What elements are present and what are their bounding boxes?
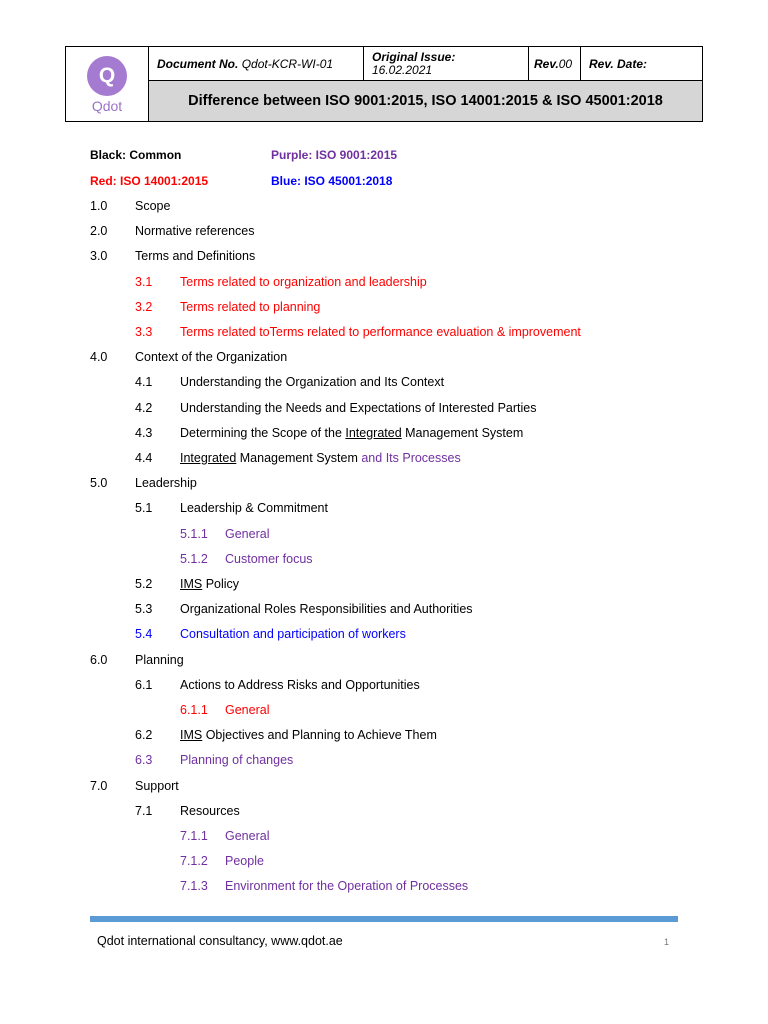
section-title <box>180 577 239 591</box>
section-title: Understanding the Organization and Its Context <box>180 375 445 390</box>
rev-label: Rev. <box>534 56 559 71</box>
logo-name: Qdot <box>91 98 123 114</box>
section-title <box>180 451 461 465</box>
legend-black: Black: Common <box>90 148 182 162</box>
outline-item <box>180 527 700 543</box>
section-number: 7.0 <box>90 778 108 793</box>
logo-cell <box>66 47 149 122</box>
section-title-part: IMS <box>180 577 203 591</box>
section-title: Understanding the Needs and Expectations of Interested Parties <box>180 400 537 415</box>
outline-item <box>135 753 700 769</box>
outline-item <box>90 653 700 669</box>
section-number: 5.3 <box>135 602 153 617</box>
outline-item <box>90 199 700 215</box>
outline-item <box>135 275 700 291</box>
outline-item <box>135 375 700 391</box>
doc-no-value: Qdot-KCR-WI-01 <box>241 56 334 71</box>
outline-item <box>135 577 700 593</box>
rev-date-label: Rev. Date: <box>589 56 648 71</box>
outline-item <box>135 678 700 694</box>
section-title: Consultation and participation of workers <box>180 627 406 642</box>
outline-item <box>180 703 700 719</box>
outline-item <box>135 627 700 643</box>
footer-text: Qdot international consultancy, www.qdot.ae <box>97 934 343 948</box>
section-title-part: Integrated <box>345 425 402 440</box>
section-title: Planning <box>135 652 184 667</box>
outline-item <box>135 426 700 442</box>
legend-blue: Blue: ISO 45001:2018 <box>271 174 393 188</box>
page-number: 1 <box>664 937 670 947</box>
legend-purple: Purple: ISO 9001:2015 <box>271 148 398 162</box>
qdot-logo-icon: Q <box>87 56 127 96</box>
section-number: 3.2 <box>135 299 153 314</box>
original-issue <box>364 47 529 81</box>
section-number: 6.1 <box>135 677 153 692</box>
section-number: 5.1.2 <box>180 551 208 566</box>
outline-item <box>135 804 700 820</box>
document-number <box>149 47 364 81</box>
revision-date <box>581 47 703 81</box>
rev-value: 00 <box>558 56 573 71</box>
section-title: Actions to Address Risks and Opportunities <box>180 677 420 692</box>
footer-divider <box>90 916 678 922</box>
section-title: General <box>225 829 270 843</box>
section-number: 1.0 <box>90 199 108 213</box>
outline-item <box>135 728 700 744</box>
section-title: Leadership & Commitment <box>180 501 328 516</box>
orig-issue-value: 16.02.2021 <box>372 62 433 77</box>
section-number: 7.1.1 <box>180 829 208 843</box>
section-number: 4.2 <box>135 400 153 415</box>
outline-item <box>90 224 700 240</box>
section-title: Resources <box>180 803 240 818</box>
outline-item <box>135 401 700 417</box>
section-number: 5.2 <box>135 577 153 591</box>
document-title: Difference between ISO 9001:2015, ISO 14001:2015 & ISO 45001:2018 <box>149 81 703 122</box>
section-number: 6.1.1 <box>180 703 208 717</box>
section-number: 6.2 <box>135 728 153 743</box>
outline-item <box>135 602 700 618</box>
outline-item <box>180 854 700 870</box>
section-title: Terms and Definitions <box>135 249 256 264</box>
outline-item <box>135 451 700 467</box>
section-number: 5.1 <box>135 501 153 516</box>
revision <box>529 47 581 81</box>
outline-item <box>135 300 700 316</box>
legend-red: Red: ISO 14001:2015 <box>90 174 209 188</box>
section-title-part: Determining the Scope of the <box>180 425 346 440</box>
section-number: 5.0 <box>90 476 108 491</box>
section-title: Leadership <box>135 476 197 491</box>
section-title-part: and Its Processes <box>361 451 461 465</box>
section-title: Environment for the Operation of Processes <box>225 879 469 894</box>
section-title: Customer focus <box>225 551 313 566</box>
section-number: 6.0 <box>90 652 108 667</box>
outline-item <box>90 779 700 795</box>
orig-issue-label: Original Issue: <box>372 49 456 64</box>
section-title: People <box>225 854 264 869</box>
section-title: General <box>225 703 270 717</box>
section-number: 7.1.3 <box>180 879 208 894</box>
section-number: 7.1.2 <box>180 854 208 869</box>
section-number: 4.1 <box>135 375 153 390</box>
section-title: Terms related to planning <box>180 299 321 314</box>
doc-no-label: Document No. <box>157 56 239 71</box>
section-number: 5.4 <box>135 627 153 642</box>
section-title: Terms related toTerms related to performance evaluation & improvement <box>180 325 581 339</box>
outline-item <box>90 476 700 492</box>
section-title-part: Objectives and Planning to Achieve Them <box>202 728 437 743</box>
section-title: Terms related to organization and leadership <box>180 274 427 289</box>
section-title <box>180 728 437 742</box>
outline-item <box>180 879 700 895</box>
section-title-part: IMS <box>180 728 203 743</box>
section-number: 3.1 <box>135 274 153 289</box>
section-title-part: Policy <box>202 577 240 591</box>
section-title: Support <box>135 778 179 793</box>
outline-item <box>90 249 700 265</box>
section-title: Scope <box>135 199 171 213</box>
section-number: 3.3 <box>135 325 153 339</box>
section-title <box>180 426 523 440</box>
section-title: Organizational Roles Responsibilities and Authorities <box>180 602 473 617</box>
section-number: 4.3 <box>135 425 153 440</box>
section-title: Context of the Organization <box>135 350 288 365</box>
section-number: 5.1.1 <box>180 526 208 541</box>
outline-item <box>90 350 700 366</box>
outline-item <box>180 829 700 845</box>
outline-item <box>135 325 700 341</box>
section-title: General <box>225 526 270 541</box>
section-title: Planning of changes <box>180 753 294 768</box>
section-number: 4.4 <box>135 451 153 465</box>
section-title-part: Management System <box>401 425 524 440</box>
section-title: Normative references <box>135 224 255 239</box>
section-number: 3.0 <box>90 249 108 264</box>
document-header <box>65 46 703 122</box>
outline-item <box>135 501 700 517</box>
section-number: 4.0 <box>90 350 108 365</box>
section-number: 7.1 <box>135 803 153 818</box>
section-number: 2.0 <box>90 224 108 239</box>
section-title-part: Management System <box>236 451 362 465</box>
section-title-part: Integrated <box>180 451 237 465</box>
outline-item <box>180 552 700 568</box>
section-number: 6.3 <box>135 753 153 768</box>
